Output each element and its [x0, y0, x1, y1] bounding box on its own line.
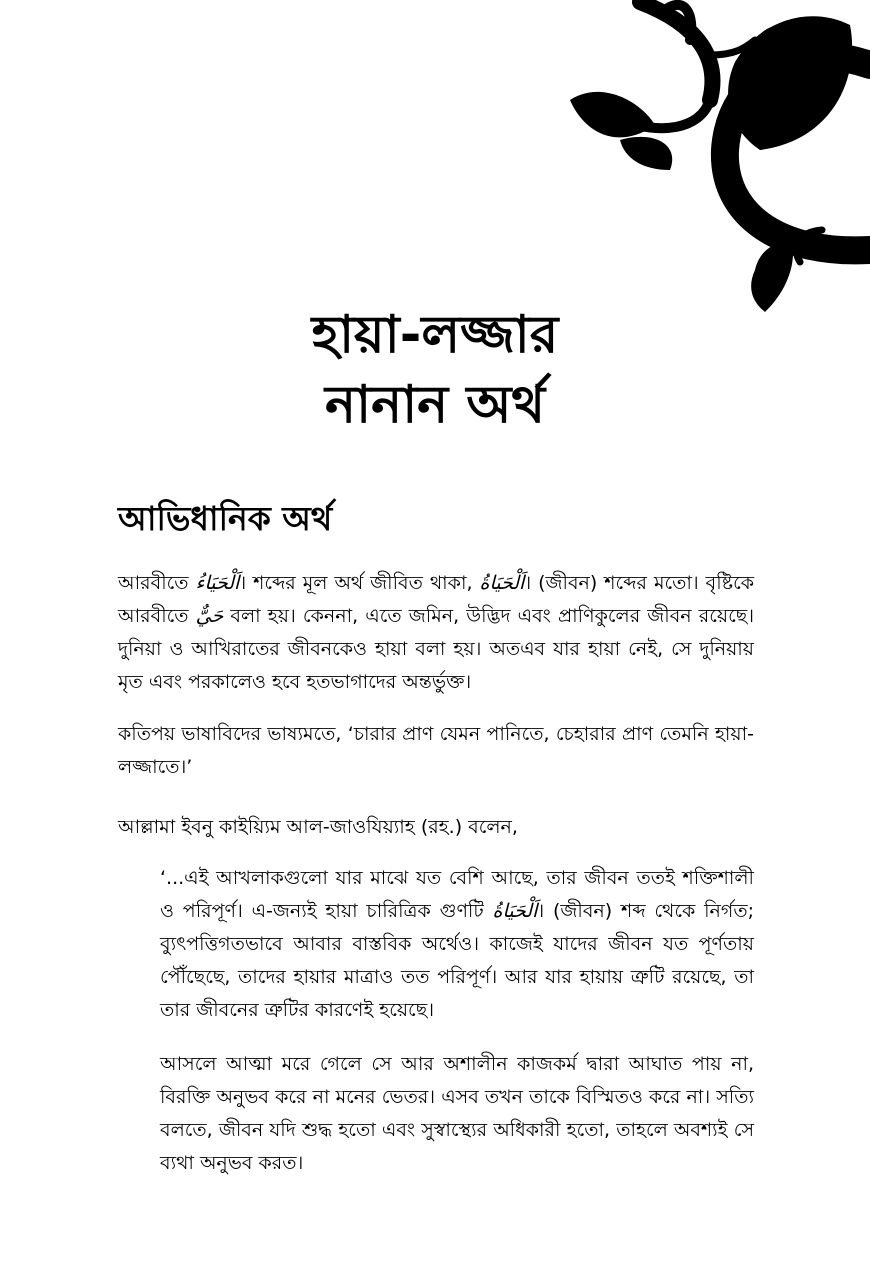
paragraph-3: আল্লামা ইবনু কাইয়্যিম আল-জাওযিয়্যাহ (রহ.) বলেন,: [118, 816, 518, 838]
paragraph-1: [118, 567, 754, 699]
page-title: [0, 300, 870, 440]
quote-text-b: । (জীবন) শব্দ থেকে নির্গত; ব্যুৎপত্তিগতভাবে আবার বাস্তবিক অর্থেও। কাজেই যাদের জীবন যত পূর্ণতায় পৌঁছেছে, তাদের হায়ার মাত্রাও তত পরিপূর্ণ। আর যার হায়ায় ত্রুটি রয়েছে, তা তার জীবনের ত্রুটির কারণেই হয়েছে।: [160, 900, 754, 1021]
leaf-vine-icon: [560, 0, 870, 320]
quote-text-a: ‘...এই আখলাকগুলো যার মাঝে যত বেশি আছে, তার জীবন ততই শক্তিশালী ও পরিপূর্ণ। এ-জন্যই হায়া চারিত্রিক গুণটি: [160, 867, 754, 922]
paragraph-1-text-a: আরবীতে: [118, 572, 189, 594]
paragraph-5: আসলে আত্মা মরে গেলে সে আর অশালীন কাজকর্ম দ্বারা আঘাত পায় না, বিরক্তি অনুভব করে না মনের ভেতর। এসব তখন তাকে বিস্মিতও করে না। সত্যি বলতে, জীবন যদি শুদ্ধ হতো এবং সুস্বাস্থ্যের অধিকারী হতো, তাহলে অবশ্যই সে ব্যথা অনুভব করত।: [160, 1053, 754, 1174]
arabic-word-hayat: اَلْحَيَاةُ: [479, 572, 525, 594]
section-heading: আভিধানিক অর্থ: [118, 499, 333, 538]
block-quote: [160, 862, 754, 1027]
paragraph-2: কতিপয় ভাষাবিদের ভাষ্যমতে, ‘চারার প্রাণ যেমন পানিতে, চেহারার প্রাণ তেমনি হায়া-লজ্জাতে।’: [118, 723, 754, 778]
paragraph-1-text-b: । শব্দের মূল অর্থ জীবিত থাকা,: [239, 572, 473, 594]
paragraph-1-text-d: বলা হয়। কেননা, এতে জমিন, উদ্ভিদ এবং প্রাণিকুলের জীবন রয়েছে। দুনিয়া ও আখিরাতের জীবনকেও হায়া বলা হয়। অতএব যার হায়া নেই, সে দুনিয়ায় মৃত এবং পরকালেও হবে হতভাগাদের অন্তর্ভুক্ত।: [118, 605, 755, 693]
paragraph-1-text-c: । (জীবন) শব্দের মতো। বৃষ্টিকে আরবীতে: [118, 572, 754, 627]
arabic-word-hayat-quote: اَلْحَيَاةُ: [492, 900, 538, 922]
title-line-1: হায়া-লজ্জার: [311, 305, 559, 365]
arabic-word-haya: اَلْحَيَاءُ: [195, 572, 240, 594]
arabic-word-hayy: حَيٌّ: [195, 605, 224, 627]
title-line-2: নানান অর্থ: [324, 375, 546, 435]
